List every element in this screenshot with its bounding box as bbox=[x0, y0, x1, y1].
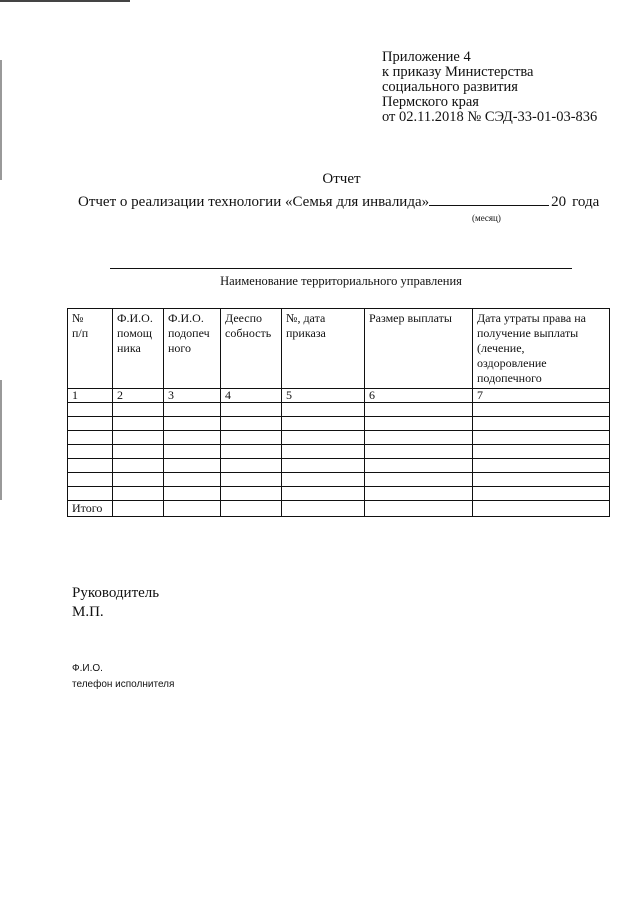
header-cell bbox=[68, 309, 113, 389]
header-text: №, дата bbox=[286, 311, 326, 325]
column-number: 5 bbox=[282, 389, 365, 403]
org-name-rule bbox=[110, 268, 572, 269]
appendix-line: социального развития bbox=[382, 79, 518, 95]
table-cell bbox=[113, 431, 164, 445]
column-number: 3 bbox=[164, 389, 221, 403]
table-cell bbox=[365, 473, 473, 487]
column-number-row bbox=[68, 389, 610, 403]
table-cell bbox=[365, 445, 473, 459]
table-cell bbox=[282, 417, 365, 431]
table-cell bbox=[164, 459, 221, 473]
header-text: приказа bbox=[286, 326, 326, 340]
year-word: года bbox=[572, 194, 600, 210]
table-cell bbox=[68, 445, 113, 459]
report-table bbox=[67, 308, 610, 517]
scan-top-line bbox=[0, 0, 130, 2]
table-cell bbox=[113, 445, 164, 459]
table-cell bbox=[221, 445, 282, 459]
header-text: № bbox=[72, 311, 84, 325]
header-text: (лечение, bbox=[477, 341, 525, 355]
table-cell bbox=[365, 501, 473, 517]
table-cell bbox=[473, 417, 610, 431]
appendix-block bbox=[382, 50, 597, 125]
header-cell bbox=[113, 309, 164, 389]
appendix-line: Приложение 4 bbox=[382, 49, 471, 65]
column-number: 4 bbox=[221, 389, 282, 403]
table-cell bbox=[113, 459, 164, 473]
table-cell bbox=[473, 487, 610, 501]
table-cell bbox=[68, 417, 113, 431]
table-cell bbox=[282, 431, 365, 445]
column-number: 6 bbox=[365, 389, 473, 403]
table-cell bbox=[473, 445, 610, 459]
table-cell bbox=[282, 487, 365, 501]
table-cell bbox=[473, 501, 610, 517]
header-text: подопеч bbox=[168, 326, 210, 340]
table-cell bbox=[68, 473, 113, 487]
table-cell bbox=[221, 459, 282, 473]
table-cell bbox=[164, 403, 221, 417]
fio-label: Ф.И.О. bbox=[72, 663, 103, 674]
header-text: ника bbox=[117, 341, 141, 355]
table-cell bbox=[221, 431, 282, 445]
appendix-line: Пермского края bbox=[382, 94, 479, 110]
total-row bbox=[68, 501, 610, 517]
header-text: Размер выплаты bbox=[369, 311, 452, 325]
table-cell bbox=[282, 403, 365, 417]
table-row bbox=[68, 487, 610, 501]
table-cell bbox=[164, 473, 221, 487]
table-cell bbox=[164, 445, 221, 459]
table-cell bbox=[164, 417, 221, 431]
table-cell bbox=[164, 431, 221, 445]
appendix-line: от 02.11.2018 № СЭД-33-01-03-836 bbox=[382, 109, 598, 125]
table-row bbox=[68, 431, 610, 445]
table-row bbox=[68, 459, 610, 473]
table-cell bbox=[473, 473, 610, 487]
table-cell bbox=[282, 445, 365, 459]
report-title: Отчет о реализации технологии «Семья для инвалида» bbox=[78, 194, 430, 210]
signature-block bbox=[72, 584, 159, 622]
table-cell bbox=[68, 459, 113, 473]
header-text: ного bbox=[168, 341, 192, 355]
header-text: п/п bbox=[72, 326, 89, 340]
month-blank bbox=[429, 193, 549, 206]
table-cell bbox=[473, 403, 610, 417]
table-cell bbox=[68, 431, 113, 445]
appendix-line: к приказу Министерства bbox=[382, 64, 534, 80]
table-cell bbox=[68, 487, 113, 501]
table-cell bbox=[473, 459, 610, 473]
header-text: собность bbox=[225, 326, 272, 340]
table-cell bbox=[365, 403, 473, 417]
scan-edge-mark bbox=[0, 60, 2, 180]
header-cell bbox=[282, 309, 365, 389]
report-heading: Отчет bbox=[322, 171, 361, 187]
total-label: Итого bbox=[68, 501, 113, 517]
year-prefix: 20 bbox=[551, 194, 567, 210]
table-cell bbox=[221, 487, 282, 501]
table-cell bbox=[282, 459, 365, 473]
table-cell bbox=[473, 431, 610, 445]
report-title-line bbox=[78, 193, 599, 211]
table-cell bbox=[221, 403, 282, 417]
stamp-label: М.П. bbox=[72, 604, 104, 620]
table-cell bbox=[113, 487, 164, 501]
header-cell bbox=[365, 309, 473, 389]
header-text: Ф.И.О. bbox=[117, 311, 153, 325]
table-cell bbox=[221, 473, 282, 487]
header-text: Дееспо bbox=[225, 311, 263, 325]
table-cell bbox=[365, 431, 473, 445]
table-cell bbox=[221, 417, 282, 431]
column-number: 2 bbox=[113, 389, 164, 403]
table-cell bbox=[164, 487, 221, 501]
table-row bbox=[68, 473, 610, 487]
table-cell bbox=[113, 473, 164, 487]
table-row bbox=[68, 417, 610, 431]
header-text: подопечного bbox=[477, 371, 542, 385]
header-cell bbox=[221, 309, 282, 389]
table-cell bbox=[282, 501, 365, 517]
header-cell bbox=[164, 309, 221, 389]
table-cell bbox=[68, 403, 113, 417]
table-row bbox=[68, 445, 610, 459]
table-cell bbox=[365, 417, 473, 431]
table-header-row bbox=[68, 309, 610, 389]
column-number: 1 bbox=[68, 389, 113, 403]
table-cell bbox=[164, 501, 221, 517]
table-cell bbox=[113, 501, 164, 517]
head-label: Руководитель bbox=[72, 585, 160, 601]
phone-label: телефон исполнителя bbox=[72, 679, 175, 690]
header-cell bbox=[473, 309, 610, 389]
org-caption: Наименование территориального управления bbox=[220, 274, 462, 288]
header-text: Дата утраты права на bbox=[477, 311, 586, 325]
column-number: 7 bbox=[473, 389, 610, 403]
header-text: оздоровление bbox=[477, 356, 547, 370]
table-cell bbox=[113, 417, 164, 431]
month-hint: (месяц) bbox=[472, 213, 501, 223]
header-text: Ф.И.О. bbox=[168, 311, 204, 325]
table-cell bbox=[282, 473, 365, 487]
table-cell bbox=[221, 501, 282, 517]
table-cell bbox=[113, 403, 164, 417]
scan-edge-mark bbox=[0, 380, 2, 500]
header-text: помощ bbox=[117, 326, 153, 340]
table-cell bbox=[365, 487, 473, 501]
table-cell bbox=[365, 459, 473, 473]
table-row bbox=[68, 403, 610, 417]
executor-block bbox=[72, 661, 174, 693]
header-text: получение выплаты bbox=[477, 326, 579, 340]
